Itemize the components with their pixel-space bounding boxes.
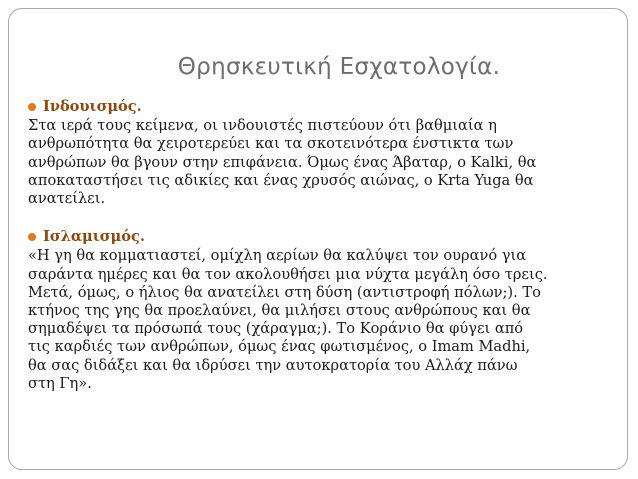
section-line: κτήνος της γης θα προελαύνει, θα μιλήσει στους ανθρώπους και θα — [28, 302, 531, 320]
bullet-dot-icon — [28, 103, 36, 111]
section-spacer — [28, 208, 622, 228]
section-line: σημαδέψει τα πρόσωπά τους (χάραγμα;). Το Κοράνιο θα φύγει από — [28, 320, 524, 338]
section-line: σαράντα ημέρες και θα τον ακολουθήσει μια νύχτα μεγάλη όσο τρεις. — [28, 265, 548, 283]
slide-title: Θρησκευτική Εσχατολογία. — [177, 54, 501, 80]
slide-body — [28, 98, 622, 393]
section-line: αποκαταστήσει τις αδικίες και ένας χρυσός αιώνας, ο Krta Yuga θα — [28, 171, 534, 189]
section-line: ανατείλει. — [28, 190, 106, 208]
section-heading — [28, 98, 622, 116]
section-line: Στα ιερά τους κείμενα, οι ινδουιστές πιστεύουν ότι βαθμιαία η — [28, 117, 497, 135]
section-line: «Η γη θα κομματιαστεί, ομίχλη αερίων θα καλύψει τον ουρανό για — [28, 247, 527, 265]
section-line: Μετά, όμως, ο ήλιος θα ανατείλει στη δύση (αντιστροφή πόλων;). Το — [28, 283, 541, 301]
section-line: στη Γη». — [28, 374, 92, 392]
section-heading-text: Ινδουισμός. — [43, 98, 142, 115]
section-line: τις καρδιές των ανθρώπων, όμως ένας φωτισμένος, ο Imam Madhi, — [28, 338, 531, 356]
section-heading — [28, 228, 622, 246]
section-hinduism — [28, 98, 622, 208]
section-line: ανθρωπότητα θα χειροτερεύει και τα σκοτεινότερα ένστικτα των — [28, 135, 514, 153]
section-heading-text: Ισλαμισμός. — [43, 228, 145, 246]
section-line: ανθρώπων θα βγουν στην επιφάνεια. Όμως ένας Άβαταρ, ο Kalki, θα — [28, 153, 537, 171]
section-line: θα σας διδάξει και θα ιδρύσει την αυτοκρατορία του Αλλάχ πάνω — [28, 356, 518, 374]
section-islam — [28, 228, 622, 393]
bullet-dot-icon — [28, 233, 36, 241]
